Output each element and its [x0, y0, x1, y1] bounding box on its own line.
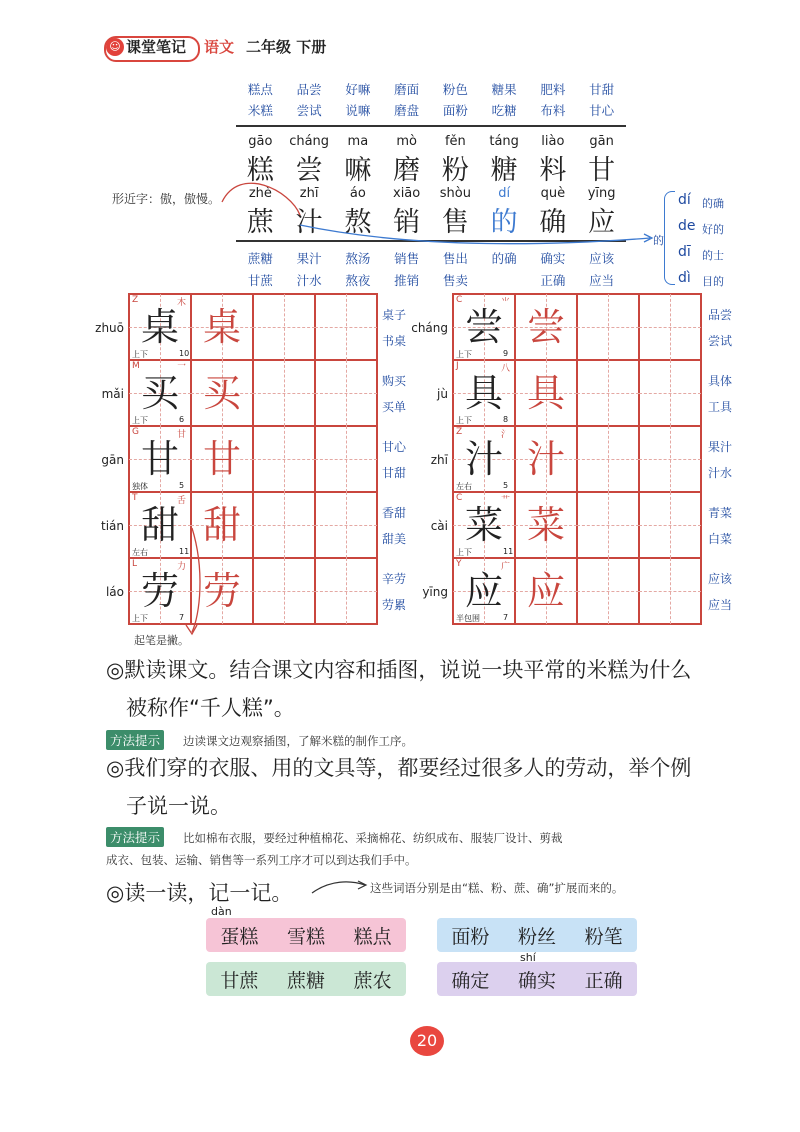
question-1-line-2: 被称作“千人糕”。 — [126, 696, 295, 720]
grid-guide — [346, 426, 347, 492]
grid-left-char: 甜 — [140, 503, 179, 547]
grid-left-letter: G — [132, 427, 139, 437]
grid-right-word-2: 汁水 — [708, 466, 733, 480]
char-row-1: 糕 尝 嘛 磨 粉 糖 料 甘 — [246, 155, 616, 186]
grid-right-radical: 氵 — [501, 430, 511, 440]
grid-right-letter: J — [456, 361, 459, 371]
grid-right-pinyin: jù — [437, 387, 448, 401]
grid-right-pinyin: cháng — [411, 321, 448, 335]
grid-guide — [608, 492, 609, 558]
grid-right-word-1: 品尝 — [708, 308, 733, 322]
similar-char-note: 形近字：傲，傲慢。 — [112, 192, 221, 206]
grid-right-char-trace: 汁 — [526, 437, 565, 481]
book-title: 课堂笔记 — [126, 38, 187, 56]
grid-guide — [346, 360, 347, 426]
grid-right-word-2: 工具 — [708, 400, 733, 414]
grid-right-structure: 上下 — [456, 548, 472, 557]
grid-left-stroke-count: 6 — [179, 415, 185, 424]
method-tip-2-line-2: 成衣、包装、运输、销售等一系列工序才可以到达我们手中。 — [106, 853, 417, 867]
grid-left-word-1: 购买 — [382, 374, 407, 388]
polyphone-py-4: dì — [678, 270, 691, 286]
method-tip-badge-1: 方法提示 — [106, 730, 164, 750]
grid-right-radical: 广 — [501, 562, 511, 572]
grid-left-char-trace: 劳 — [202, 569, 241, 613]
grid-guide — [346, 492, 347, 558]
grid-right-word-2: 应当 — [708, 598, 733, 612]
grid-guide — [670, 294, 671, 360]
grid-right-word-1: 果汁 — [708, 440, 733, 454]
word-group-1-pinyin: dàn — [211, 905, 232, 918]
grid-guide — [284, 294, 285, 360]
grid-left-char-trace: 买 — [202, 371, 241, 415]
grid-left-structure: 上下 — [132, 350, 148, 359]
grid-left-word-1: 甘心 — [382, 440, 407, 454]
grade-label: 二年级 下册 — [246, 38, 327, 56]
grid-left-letter: T — [132, 493, 138, 503]
grid-left-word-2: 劳累 — [382, 598, 407, 612]
grid-right-char: 菜 — [464, 503, 503, 547]
grid-right-word-1: 具体 — [708, 374, 733, 388]
grid-left-pinyin: zhuō — [95, 321, 124, 335]
polyphone-word-1: 的确 — [702, 197, 724, 210]
grid-guide — [670, 492, 671, 558]
grid-right-char-trace: 应 — [526, 569, 565, 613]
grid-guide — [608, 294, 609, 360]
grid-right-stroke-count: 7 — [503, 613, 509, 622]
polyphone-char: 的 — [653, 234, 664, 247]
grid-right-char: 汁 — [464, 437, 503, 481]
grid-right-stroke-count: 8 — [503, 415, 509, 424]
grid-left-letter: M — [132, 361, 140, 371]
polyphone-bracket — [664, 191, 675, 285]
word-row-top-2: 米糕 尝试 说嘛 磨盘 面粉 吃糖 布料 甘心 — [247, 103, 615, 118]
grid-right-letter: C — [456, 493, 463, 503]
grid-right-pinyin: yīng — [422, 585, 448, 599]
grid-guide — [346, 294, 347, 360]
grid-right-radical: 八 — [501, 364, 511, 374]
grid-left-structure: 左右 — [132, 548, 148, 557]
grid-left-char: 劳 — [140, 569, 179, 613]
grid-left-pinyin: mǎi — [101, 387, 124, 401]
grid-right-structure: 半包围 — [456, 614, 480, 623]
question-1-line-1: ◎默读课文。结合课文内容和插图，说说一块平常的米糕为什么 — [106, 658, 692, 682]
grid-right-letter: C — [456, 295, 463, 305]
grid-left-stroke-count: 5 — [179, 481, 185, 490]
grid-left-radical: 甘 — [177, 430, 187, 440]
grid-left-char: 甘 — [140, 437, 179, 481]
grid-guide — [670, 360, 671, 426]
word-group-2: 面粉 粉丝 粉笔 — [437, 918, 637, 952]
question-2-line-2: 子说一说。 — [126, 794, 231, 818]
polyphone-word-2: 好的 — [702, 223, 724, 236]
grid-left-letter: L — [132, 559, 138, 569]
grid-left-word-2: 甜美 — [382, 532, 407, 546]
grid-right-stroke-count: 5 — [503, 481, 509, 490]
grid-left-char: 买 — [140, 371, 179, 415]
word-row-bottom-2: 甘蔗 汁水 熬夜 推销 售卖 正确 应当 — [247, 273, 615, 288]
grid-guide — [670, 558, 671, 624]
grid-guide — [284, 492, 285, 558]
polyphone-word-3: 的士 — [702, 249, 724, 262]
grid-left-stroke-count: 10 — [179, 349, 190, 358]
grid-right-char: 应 — [464, 569, 503, 613]
grid-left-radical: 舌 — [177, 496, 187, 506]
grid-left-word-2: 甘甜 — [382, 466, 407, 480]
grid-right-word-1: 应该 — [708, 572, 733, 586]
grid-left-pinyin: tián — [101, 519, 124, 533]
polyphone-py-3: dī — [678, 244, 691, 260]
grid-right-structure: 左右 — [456, 482, 472, 491]
pinyin-row-2: zhè zhī áo xiāo shòu dí què yīng — [248, 186, 616, 201]
grid-right-char-trace: 具 — [526, 371, 565, 415]
grid-guide — [284, 558, 285, 624]
grid-guide — [608, 558, 609, 624]
grid-left-char: 桌 — [140, 305, 179, 349]
grid-left-radical: 力 — [177, 562, 187, 572]
grid-guide — [284, 360, 285, 426]
method-tip-2-line-1: 比如棉布衣服，要经过种植棉花、采摘棉花、纺织成布、服装厂设计、剪裁 — [183, 831, 563, 845]
grid-left-word-1: 辛劳 — [382, 572, 407, 586]
question-2-line-1: ◎我们穿的衣服、用的文具等，都要经过很多人的劳动，举个例 — [106, 756, 692, 780]
page-number: 20 — [410, 1026, 444, 1056]
polyphone-py-2: de — [678, 218, 696, 234]
grid-left-radical: 乛 — [177, 364, 187, 374]
grid-right-char-trace: 尝 — [526, 305, 565, 349]
grid-guide — [284, 426, 285, 492]
grid-left-structure: 独体 — [132, 482, 148, 491]
grid-guide — [670, 426, 671, 492]
grid-left-pinyin: láo — [105, 585, 124, 599]
grid-right-char: 具 — [464, 371, 503, 415]
grid-guide — [608, 360, 609, 426]
polyphone-py-1: dí — [678, 192, 691, 208]
grid-right-stroke-count: 9 — [503, 349, 509, 358]
grid-right-word-2: 白菜 — [708, 532, 733, 546]
grid-left-structure: 上下 — [132, 416, 148, 425]
grid-left-char-trace: 桌 — [202, 305, 241, 349]
smile-icon: ☺ — [106, 38, 124, 56]
grid-right-radical: ⺌ — [501, 298, 511, 308]
method-tip-badge-2: 方法提示 — [106, 827, 164, 847]
subject-label: 语文 — [204, 38, 235, 56]
grid-right-letter: Z — [456, 427, 463, 437]
question-3: ◎读一读，记一记。 — [106, 881, 293, 905]
grid-left-radical: 木 — [177, 298, 187, 308]
grid-left-word-2: 买单 — [382, 400, 407, 414]
grid-guide — [608, 426, 609, 492]
pinyin-row-1: gāo cháng ma mò fěn táng liào gān — [248, 134, 614, 149]
grid-right-letter: Y — [456, 559, 462, 569]
grid-left-word-1: 桌子 — [382, 308, 407, 322]
method-tip-1: 边读课文边观察插图，了解米糕的制作工序。 — [183, 734, 413, 748]
grid-right-structure: 上下 — [456, 350, 472, 359]
grid-right-pinyin: zhī — [430, 453, 448, 467]
grid-right-word-1: 青菜 — [708, 506, 733, 520]
grid-right-word-2: 尝试 — [708, 334, 733, 348]
word-group-4-pinyin: shí — [520, 951, 536, 964]
char-row-2: 蔗 汁 熬 销 售 的 确 应 — [246, 207, 616, 238]
polyphone-word-4: 目的 — [702, 275, 724, 288]
grid-left-structure: 上下 — [132, 614, 148, 623]
grid-right-structure: 上下 — [456, 416, 472, 425]
stroke-note: 起笔是撇。 — [134, 634, 189, 647]
grid-right-stroke-count: 11 — [503, 547, 514, 556]
grid-left-word-2: 书桌 — [382, 334, 407, 348]
grid-right-pinyin: cài — [430, 519, 448, 533]
grid-left-char-trace: 甘 — [202, 437, 241, 481]
grid-right-char: 尝 — [464, 305, 503, 349]
grid-left-stroke-count: 7 — [179, 613, 185, 622]
word-group-4: 确定 确实 正确 — [437, 962, 637, 996]
word-group-1: 蛋糕 雪糕 糕点 — [206, 918, 406, 952]
question-3-note: 这些词语分别是由“糕、粉、蔗、确”扩展而来的。 — [370, 881, 624, 895]
word-row-bottom-1: 蔗糖 果汁 熬汤 销售 售出 的确 确实 应该 — [247, 251, 615, 266]
grid-guide — [346, 558, 347, 624]
grid-left-char-trace: 甜 — [202, 503, 241, 547]
grid-left-pinyin: gān — [101, 453, 124, 467]
grid-left-letter: Z — [132, 295, 139, 305]
grid-left-stroke-count: 11 — [179, 547, 190, 556]
grid-left-word-1: 香甜 — [382, 506, 407, 520]
grid-right-char-trace: 菜 — [526, 503, 565, 547]
word-row-top-1: 糕点 品尝 好嘛 磨面 粉色 糖果 肥料 甘甜 — [247, 82, 615, 97]
grid-right-radical: 艹 — [501, 496, 511, 506]
word-group-3: 甘蔗 蔗糖 蔗农 — [206, 962, 406, 996]
